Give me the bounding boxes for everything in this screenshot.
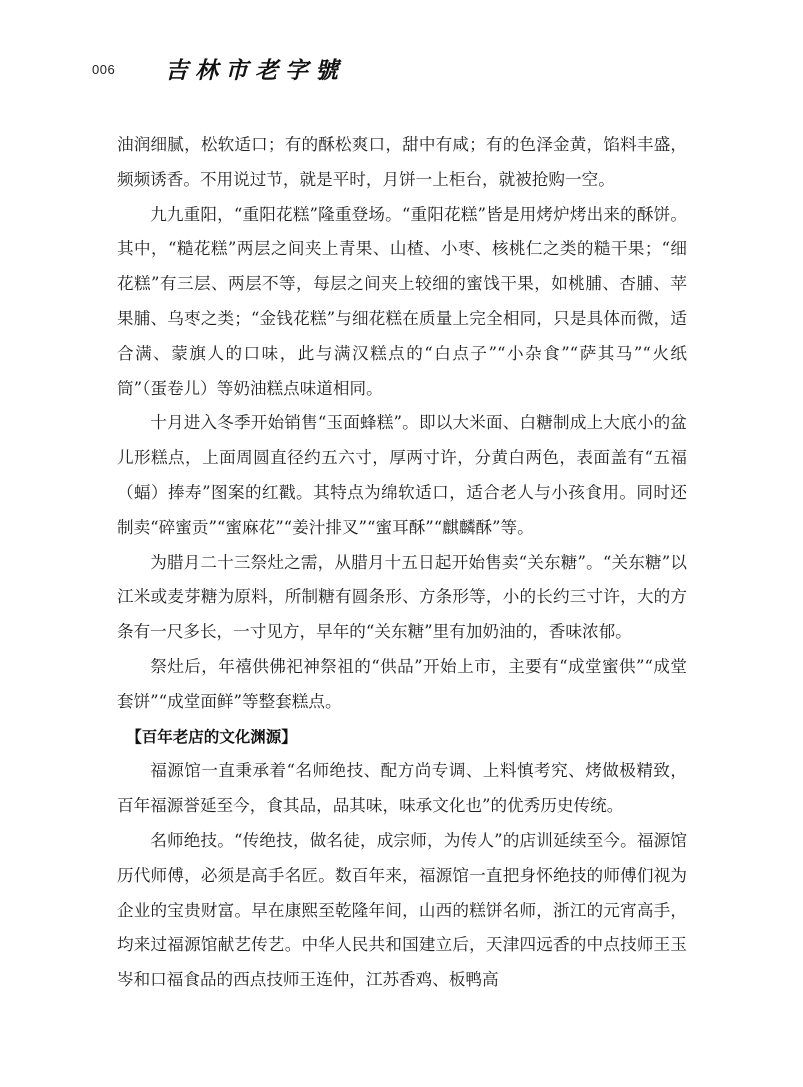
paragraph-offerings: 祭灶后，年禧供佛祀神祭祖的“供品”开始上市，主要有“成堂蜜供”“成堂套饼”“成堂面鲜”等整套糕点。 <box>117 656 687 711</box>
page-header <box>0 0 803 100</box>
paragraph-tradition: 福源馆一直秉承着“名师绝技、配方尚专调、上料慎考究、烤做极精致，百年福源誉延至今，食其品，品其味，味承文化也”的优秀历史传统。 <box>117 761 687 816</box>
book-title: 吉林市老字號 <box>165 57 345 84</box>
paragraph-mooncake-continuation: 油润细腻，松软适口；有的酥松爽口，甜中有咸；有的色泽金黄，馅料丰盛，频频诱香。不用说过节，就是平时，月饼一上柜台，就被抢购一空。 <box>117 135 687 189</box>
paragraph-guandong-candy: 为腊月二十三祭灶之需，从腊月十五日起开始售卖“关东糖”。“关东糖”以江米或麦芽糖为原料，所制糖有圆条形、方条形等，小的长约三寸许，大的方条有一尺多长，一寸见方，早年的“关东糖”里有加奶油的，香味浓郁。 <box>117 552 687 642</box>
paragraph-chongyang-cake: 九九重阳，“重阳花糕”隆重登场。“重阳花糕”皆是用烤炉烤出来的酥饼。其中，“糙花糕”两层之间夹上青果、山楂、小枣、核桃仁之类的糙干果；“细花糕”有三层、两层不等，每层之间夹上较细的蜜饯干果，如桃脯、杏脯、苹果脯、乌枣之类；“金钱花糕”与细花糕在质量上完全相同，只是具体而微，适合满、蒙旗人的口味，此与满汉糕点的“白点子”“小杂食”“萨其马”“火纸筒”（蛋卷儿）等奶油糕点味道相同。 <box>117 204 687 398</box>
page-number: 006 <box>92 62 116 77</box>
paragraph-jade-honeycomb-cake: 十月进入冬季开始销售“玉面蜂糕”。即以大米面、白糖制成上大底小的盆儿形糕点，上面周圆直径约五六寸，厚两寸许，分黄白两色，表面盖有“五福（蝠）捧寿”图案的红戳。其特点为绵软适口，适合老人与小孩食用。同时还制卖“碎蜜贡”“蜜麻花”“姜汁排叉”“蜜耳酥”“麒麟酥”等。 <box>117 413 687 537</box>
page-body <box>117 128 687 998</box>
section-heading: 【百年老店的文化渊源】 <box>126 727 297 746</box>
paragraph-master-skills: 名师绝技。“传绝技，做名徒，成宗师，为传人”的店训延续至今。福源馆历代师傅，必须是高手名匠。数百年来，福源馆一直把身怀绝技的师傅们视为企业的宝贵财富。早在康熙至乾隆年间，山西的糕饼名师，浙江的元宵高手，均来过福源馆献艺传艺。中华人民共和国建立后，天津四远香的中点技师王玉岑和口福食品的西点技师王连仲，江苏香鸡、板鸭高 <box>117 830 687 990</box>
